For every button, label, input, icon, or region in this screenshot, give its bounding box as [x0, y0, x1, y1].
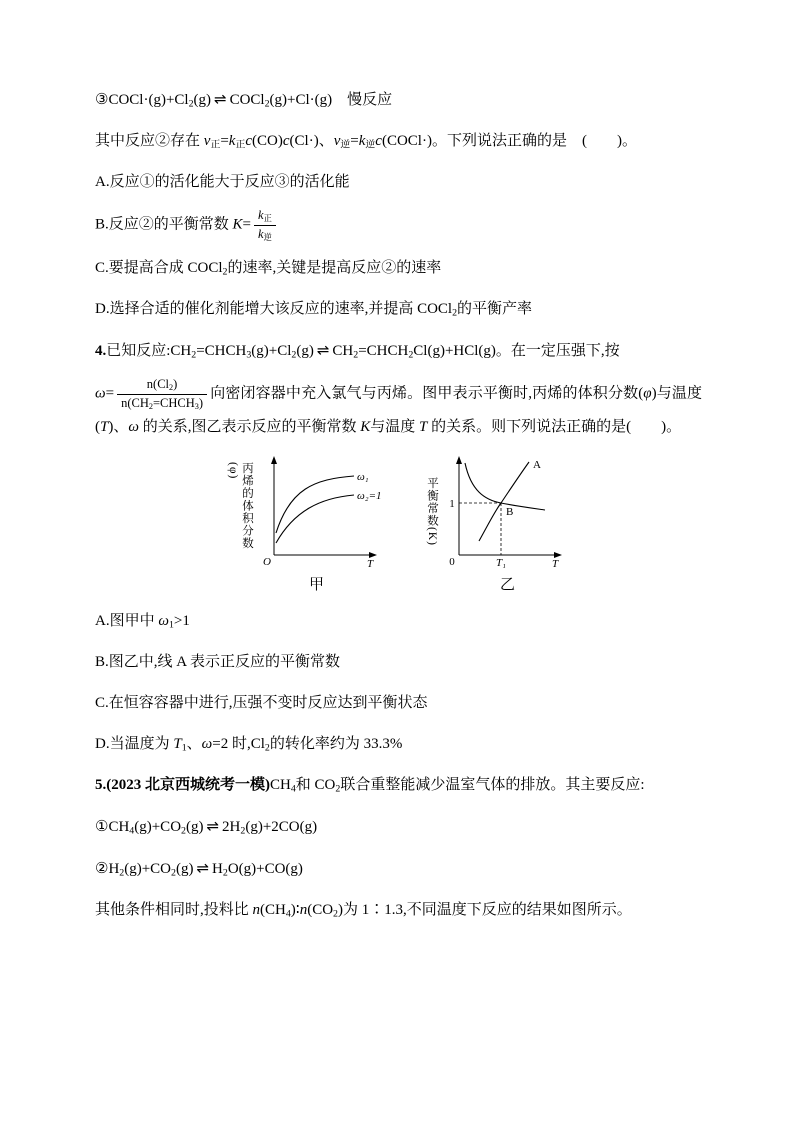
chart-jia-y-axis-label: 丙烯的体积分数(φ): [227, 461, 253, 549]
omega-numerator: $n(Cl_2)$: [117, 377, 207, 395]
q4-option-c: C.在恒容容器中进行,压强不变时反应达到平衡状态: [95, 694, 428, 711]
origin-label: 0: [449, 555, 455, 568]
chart-jia-plot: [256, 453, 388, 571]
omega-definition: ω=: [95, 385, 115, 402]
curve-omega2-label: ω₂=1: [357, 489, 382, 502]
q3-stem: 其中反应②存在 $v_正=k_正c(CO)c(Cl\cdot)$、$v_逆=k_逆c(COCl\cdot)$。下列说法正确的是 ( )。: [95, 133, 637, 151]
question-4-block: [95, 335, 702, 758]
k-ratio-numerator: $k_正$: [254, 208, 276, 226]
y-tick-1: 1: [449, 497, 455, 510]
q5-reaction-1: $①CH_4(g)+CO_2(g)$ ⇌ $2H_2(g)+2CO(g)$: [95, 816, 318, 836]
q5-number: 5.: [95, 776, 107, 793]
chart-yi: [424, 453, 573, 594]
chart-yi-y-axis-label: 平衡常数(K): [426, 477, 438, 546]
q5-reaction-2: $②H_2(g)+CO_2(g)$ ⇌ $H_2O(g)+CO(g)$: [95, 858, 303, 878]
reaction-step-3: $③COCl\cdot(g)+Cl_2(g)$ ⇌ COCl$_2$(g)+Cl·(g) 慢反应: [95, 90, 393, 110]
question-3-block: [95, 84, 702, 324]
chart-jia-caption: 甲: [308, 576, 324, 593]
curve-a-increasing: [479, 462, 529, 541]
q3-option-b: [95, 208, 702, 242]
chart-yi-plot: [441, 453, 573, 571]
omega-denominator: $n(CH_2=CHCH_3)$: [121, 395, 204, 411]
q3-option-c: C.要提高合成 COCl$_2$的速率,关键是提高反应②的速率: [95, 260, 442, 278]
q5-feed-ratio: 其他条件相同时,投料比 $n(CH_4)∶n(CO_2)$为 1∶1.3,不同温度下反应的结果如图所示。: [95, 901, 632, 919]
q5-intro: [95, 770, 702, 800]
x-axis-title: T: [551, 557, 559, 570]
k-ratio-fraction: [254, 208, 276, 242]
q4-stem: [95, 377, 702, 441]
q4-option-a: A.图甲中 $\omega_1>1$: [95, 612, 190, 630]
y-axis-arrow-icon: [271, 456, 277, 464]
curve-omega1-label: ω₁: [357, 470, 369, 483]
chart-yi-caption: 乙: [499, 576, 515, 593]
y-axis-arrow-icon: [456, 456, 462, 464]
q5-source: (2023 北京西城统考一模): [106, 776, 270, 793]
x-tick-t1: T₁: [496, 556, 506, 569]
origin-label: O: [263, 555, 271, 568]
q4-number: 4.: [95, 343, 107, 360]
curve-omega2: [276, 495, 354, 543]
question-5-block: [95, 770, 702, 925]
q3-option-d: D.选择合适的催化剂能增大该反应的速率,并提高 COCl$_2$的平衡产率: [95, 301, 533, 319]
q3-option-a: A.反应①的活化能大于反应③的活化能: [95, 174, 350, 190]
k-ratio-denominator: $k_逆$: [258, 226, 272, 242]
chart-jia: [227, 453, 388, 594]
curve-a-label: A: [533, 458, 541, 471]
figure-row: [227, 453, 702, 594]
q4-stem-text: 向密闭容器中充入氯气与丙烯。图甲表示平衡时,丙烯的体积分数(φ)与温度(T)、ω 的关系,图乙表示反应的平衡常数 K与温度 T 的关系。则下列说法正确的是( )。: [95, 385, 703, 435]
q3-option-b-text: B.反应②的平衡常数 K=: [95, 216, 251, 233]
q4-option-d: D.当温度为 $T_1$、ω=2 时$,Cl_2$的转化率约为 33.3%: [95, 735, 403, 753]
chart-jia-row: [227, 453, 388, 571]
q4-reaction-line: [95, 335, 702, 366]
q5-intro-text: $CH_4$和 $CO_2$联合重整能减少温室气体的排放。其主要反应:: [270, 776, 645, 794]
curve-b-label: B: [506, 505, 514, 518]
omega-fraction: [117, 377, 207, 411]
q4-reaction-text: 已知反应$:CH_2=CHCH_3(g)+Cl_2(g)$ ⇌ $CH_2=CHCH_2Cl(g)+HCl(g)$。在一定压强下,按: [106, 341, 620, 361]
q4-option-b: B.图乙中,线 A 表示正反应的平衡常数: [95, 653, 341, 670]
x-axis-title: T: [366, 557, 374, 570]
chart-yi-row: [424, 453, 573, 571]
